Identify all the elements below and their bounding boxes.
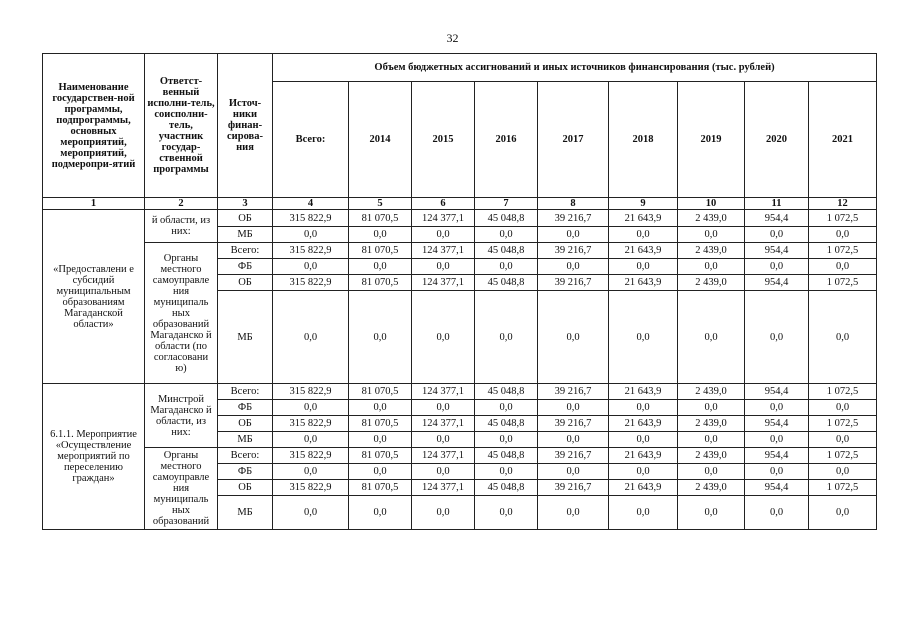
budget-table [42,53,877,530]
value-cell: 0,0 [745,432,809,448]
executor-cell: й области, из них: [145,210,218,243]
value-cell: 0,0 [349,291,412,384]
value-cell: 124 377,1 [412,384,475,400]
column-number: 10 [678,198,745,210]
value-cell: 0,0 [609,496,678,530]
value-cell: 1 072,5 [809,210,877,227]
header-source: Источ-ники финан-сирова-ния [218,54,273,198]
column-number: 6 [412,198,475,210]
value-cell: 45 048,8 [475,480,538,496]
value-cell: 0,0 [475,464,538,480]
value-cell: 81 070,5 [349,448,412,464]
value-cell: 0,0 [349,227,412,243]
value-cell: 124 377,1 [412,275,475,291]
value-cell: 21 643,9 [609,210,678,227]
page-number: 32 [446,31,459,45]
header-year: 2019 [678,82,745,198]
column-number: 2 [145,198,218,210]
executor-cell: Органы местного самоуправле ния муниципаль ных образований Магаданско й области (по согласовани ю) [145,243,218,384]
header-name: Наименование государствен-ной программы, подпрограммы, основных мероприятий, мероприятий, подмеропри-ятий [43,54,145,198]
value-cell: 954,4 [745,384,809,400]
value-cell: 21 643,9 [609,416,678,432]
value-cell: 21 643,9 [609,480,678,496]
value-cell: 954,4 [745,275,809,291]
value-cell: 0,0 [678,259,745,275]
value-cell: 0,0 [273,227,349,243]
source-cell: Всего: [218,384,273,400]
value-cell: 1 072,5 [809,416,877,432]
value-cell: 21 643,9 [609,384,678,400]
value-cell: 0,0 [745,227,809,243]
header-budget: Объем бюджетных ассигнований и иных источников финансирования (тыс. рублей) [273,54,877,82]
source-cell: ОБ [218,210,273,227]
value-cell: 0,0 [349,496,412,530]
source-cell: МБ [218,227,273,243]
value-cell: 0,0 [538,291,609,384]
value-cell: 0,0 [609,464,678,480]
source-cell: ФБ [218,400,273,416]
column-number: 3 [218,198,273,210]
value-cell: 315 822,9 [273,448,349,464]
column-number: 12 [809,198,877,210]
value-cell: 0,0 [349,400,412,416]
value-cell: 45 048,8 [475,416,538,432]
value-cell: 0,0 [809,227,877,243]
source-cell: ОБ [218,480,273,496]
value-cell: 81 070,5 [349,384,412,400]
value-cell: 21 643,9 [609,275,678,291]
header-year: 2021 [809,82,877,198]
value-cell: 124 377,1 [412,210,475,227]
source-cell: Всего: [218,448,273,464]
column-number: 5 [349,198,412,210]
value-cell: 124 377,1 [412,243,475,259]
value-cell: 0,0 [475,259,538,275]
value-cell: 0,0 [475,227,538,243]
column-number: 7 [475,198,538,210]
value-cell: 0,0 [745,291,809,384]
value-cell: 0,0 [678,291,745,384]
value-cell: 315 822,9 [273,416,349,432]
source-cell: МБ [218,496,273,530]
header-year: 2014 [349,82,412,198]
value-cell: 1 072,5 [809,448,877,464]
measure-name-cell: 6.1.1. Мероприятие «Осуществление мероприятий по переселению граждан» [43,384,145,530]
value-cell: 45 048,8 [475,210,538,227]
value-cell: 0,0 [809,432,877,448]
value-cell: 45 048,8 [475,384,538,400]
executor-cell: Органы местного самоуправле ния муниципаль ных образований [145,448,218,530]
value-cell: 0,0 [809,400,877,416]
source-cell: ФБ [218,259,273,275]
value-cell: 2 439,0 [678,210,745,227]
value-cell: 124 377,1 [412,480,475,496]
value-cell: 0,0 [273,496,349,530]
value-cell: 2 439,0 [678,416,745,432]
source-cell: ОБ [218,416,273,432]
measure-name-cell: «Предоставлени е субсидий муниципальным образованиям Магаданской области» [43,210,145,384]
value-cell: 0,0 [475,400,538,416]
header-total: Всего: [273,82,349,198]
column-number: 4 [273,198,349,210]
value-cell: 21 643,9 [609,243,678,259]
value-cell: 1 072,5 [809,480,877,496]
value-cell: 315 822,9 [273,243,349,259]
value-cell: 0,0 [273,400,349,416]
source-cell: ОБ [218,275,273,291]
value-cell: 954,4 [745,480,809,496]
value-cell: 0,0 [538,464,609,480]
value-cell: 0,0 [412,259,475,275]
value-cell: 0,0 [538,259,609,275]
value-cell: 0,0 [475,496,538,530]
value-cell: 0,0 [349,464,412,480]
value-cell: 0,0 [809,291,877,384]
value-cell: 0,0 [538,496,609,530]
value-cell: 21 643,9 [609,448,678,464]
value-cell: 0,0 [809,259,877,275]
value-cell: 0,0 [475,432,538,448]
source-cell: МБ [218,432,273,448]
value-cell: 0,0 [412,400,475,416]
value-cell: 0,0 [609,227,678,243]
value-cell: 2 439,0 [678,275,745,291]
value-cell: 0,0 [412,227,475,243]
value-cell: 315 822,9 [273,275,349,291]
header-executor: Ответст-венный исполни-тель, соисполни-тель, участник государ-ственной программы [145,54,218,198]
value-cell: 0,0 [273,432,349,448]
value-cell: 0,0 [809,464,877,480]
value-cell: 0,0 [273,464,349,480]
header-year: 2016 [475,82,538,198]
value-cell: 954,4 [745,243,809,259]
value-cell: 1 072,5 [809,384,877,400]
value-cell: 0,0 [538,432,609,448]
value-cell: 2 439,0 [678,448,745,464]
value-cell: 315 822,9 [273,480,349,496]
column-number: 9 [609,198,678,210]
header-year: 2015 [412,82,475,198]
value-cell: 39 216,7 [538,243,609,259]
value-cell: 0,0 [412,464,475,480]
value-cell: 0,0 [809,496,877,530]
value-cell: 0,0 [745,464,809,480]
value-cell: 45 048,8 [475,243,538,259]
value-cell: 0,0 [745,259,809,275]
value-cell: 1 072,5 [809,275,877,291]
column-number: 11 [745,198,809,210]
value-cell: 39 216,7 [538,416,609,432]
value-cell: 0,0 [678,496,745,530]
value-cell: 2 439,0 [678,384,745,400]
value-cell: 39 216,7 [538,384,609,400]
value-cell: 39 216,7 [538,210,609,227]
value-cell: 39 216,7 [538,275,609,291]
value-cell: 2 439,0 [678,243,745,259]
value-cell: 1 072,5 [809,243,877,259]
source-cell: Всего: [218,243,273,259]
value-cell: 0,0 [538,400,609,416]
value-cell: 124 377,1 [412,448,475,464]
value-cell: 315 822,9 [273,210,349,227]
value-cell: 954,4 [745,448,809,464]
value-cell: 0,0 [678,464,745,480]
value-cell: 39 216,7 [538,448,609,464]
value-cell: 0,0 [412,432,475,448]
executor-cell: Минстрой Магаданско й области, из них: [145,384,218,448]
value-cell: 0,0 [475,291,538,384]
value-cell: 315 822,9 [273,384,349,400]
value-cell: 0,0 [538,227,609,243]
value-cell: 2 439,0 [678,480,745,496]
value-cell: 81 070,5 [349,210,412,227]
value-cell: 45 048,8 [475,448,538,464]
value-cell: 0,0 [609,432,678,448]
column-number: 8 [538,198,609,210]
value-cell: 81 070,5 [349,243,412,259]
value-cell: 81 070,5 [349,480,412,496]
value-cell: 81 070,5 [349,275,412,291]
value-cell: 0,0 [609,400,678,416]
value-cell: 0,0 [678,432,745,448]
header-year: 2018 [609,82,678,198]
value-cell: 39 216,7 [538,480,609,496]
header-year: 2020 [745,82,809,198]
value-cell: 45 048,8 [475,275,538,291]
value-cell: 81 070,5 [349,416,412,432]
value-cell: 0,0 [273,291,349,384]
source-cell: ФБ [218,464,273,480]
value-cell: 0,0 [349,432,412,448]
value-cell: 0,0 [745,496,809,530]
value-cell: 0,0 [678,227,745,243]
value-cell: 954,4 [745,416,809,432]
value-cell: 0,0 [273,259,349,275]
value-cell: 0,0 [412,291,475,384]
value-cell: 0,0 [745,400,809,416]
column-number: 1 [43,198,145,210]
value-cell: 124 377,1 [412,416,475,432]
value-cell: 0,0 [609,259,678,275]
value-cell: 0,0 [412,496,475,530]
value-cell: 0,0 [349,259,412,275]
value-cell: 0,0 [609,291,678,384]
source-cell: МБ [218,291,273,384]
value-cell: 0,0 [678,400,745,416]
header-year: 2017 [538,82,609,198]
value-cell: 954,4 [745,210,809,227]
